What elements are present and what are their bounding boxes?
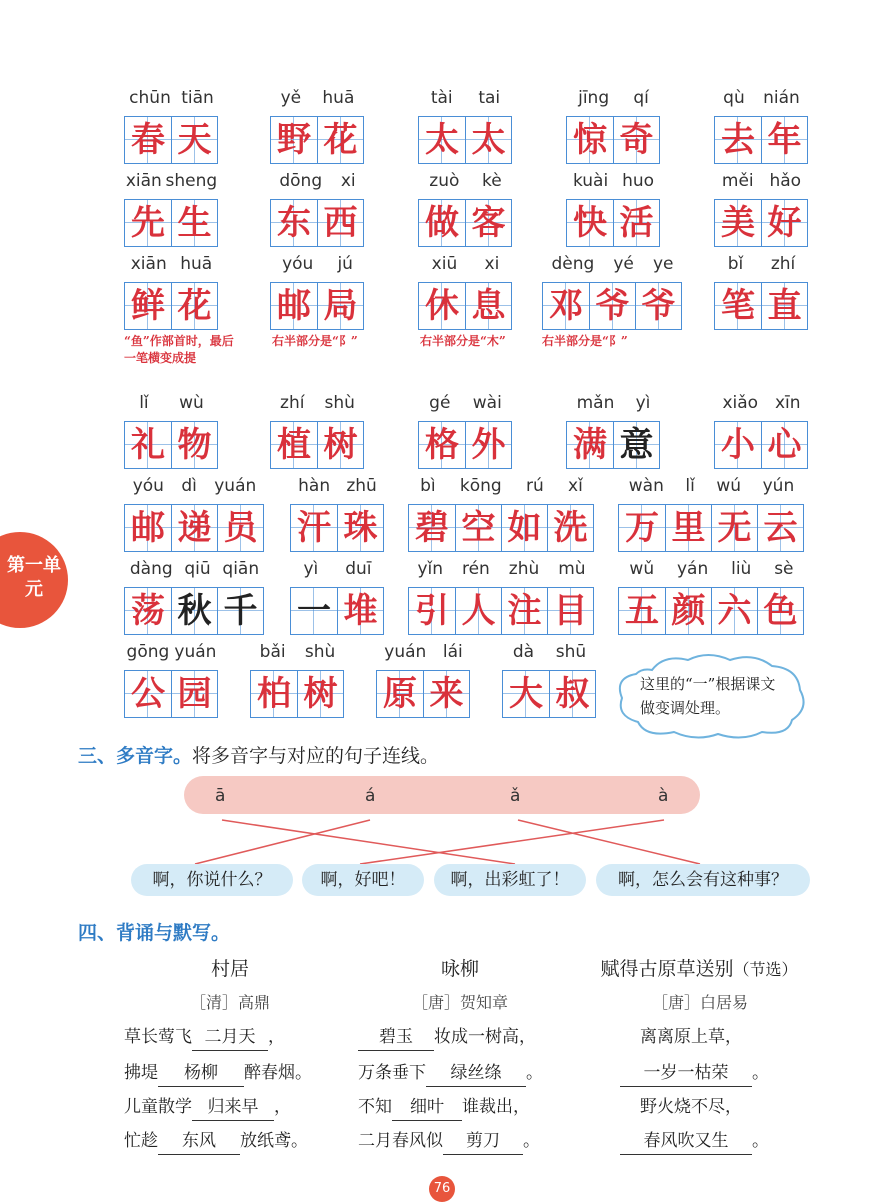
pinyin: qiān [222, 559, 260, 579]
hanzi: 五 [619, 588, 665, 634]
cloud-note: 这里的“一”根据课文做变调处理。 [640, 675, 776, 717]
hanzi: 爷 [589, 283, 635, 329]
poem1-line4: 忙趁 东风 放纸鸢。 [124, 1128, 308, 1154]
hanzi: 客 [465, 200, 511, 246]
hanzi: 西 [317, 200, 363, 246]
pinyin: zhí [280, 393, 305, 413]
hanzi: 六 [711, 588, 757, 634]
hanzi: 野 [271, 117, 317, 163]
pinyin: yì [635, 393, 651, 413]
hanzi: 去 [715, 117, 761, 163]
pinyin: zuò [429, 171, 460, 191]
pinyin: tài [430, 88, 453, 108]
pinyin: kuài [572, 171, 609, 191]
pinyin: jīng [578, 88, 610, 108]
hanzi: 天 [171, 117, 217, 163]
pinyin: mù [558, 559, 586, 579]
note-you: 右半部分是“阝” [272, 334, 358, 348]
section3-number: 三、多音字。 [78, 745, 193, 767]
pinyin: qù [723, 88, 745, 108]
hanzi: 外 [465, 422, 511, 468]
pinyin: xǐ [568, 476, 583, 496]
hanzi: 碧 [409, 505, 455, 551]
hanzi: 休 [419, 283, 465, 329]
poem1-blank3[interactable]: 归来早 [192, 1094, 274, 1121]
pinyin: yóu [282, 254, 314, 274]
pinyin: zhí [770, 254, 796, 274]
match-line-2 [195, 820, 370, 864]
hanzi: 引 [409, 588, 455, 634]
hanzi: 笔 [715, 283, 761, 329]
page-number: 76 [429, 1176, 455, 1202]
pinyin: dì [181, 476, 197, 496]
tone-2: á [365, 786, 376, 806]
pinyin: duī [345, 559, 372, 579]
poem1-blank4[interactable]: 东风 [158, 1128, 240, 1155]
hanzi: 花 [171, 283, 217, 329]
hanzi: 春 [125, 117, 171, 163]
hanzi: 爷 [635, 283, 681, 329]
pinyin: yuán [214, 476, 257, 496]
hanzi: 息 [465, 283, 511, 329]
unit-tab-label: 第一单元 [7, 555, 61, 600]
pinyin: qí [633, 88, 649, 108]
pinyin: dōng [279, 171, 323, 191]
hanzi: 邮 [125, 505, 171, 551]
pinyin: shù [304, 642, 336, 662]
tone-1: ā [215, 786, 226, 806]
poem1-title: 村居 [210, 958, 249, 980]
pinyin: dàng [129, 559, 173, 579]
pinyin: bǐ [727, 254, 744, 274]
pinyin: sheng [165, 171, 218, 191]
pinyin: sè [774, 559, 794, 579]
hanzi: 人 [455, 588, 501, 634]
pinyin: dèng [551, 254, 595, 274]
hanzi: 云 [757, 505, 803, 551]
hanzi: 里 [665, 505, 711, 551]
hanzi: 年 [761, 117, 807, 163]
hanzi: 心 [761, 422, 807, 468]
pinyin: yì [303, 559, 319, 579]
pinyin: lǐ [685, 476, 695, 496]
hanzi: 意 [613, 422, 659, 468]
poem3-title: 赋得古原草送别（节选） [600, 958, 798, 980]
poem3-line2: 一岁一枯荣 。 [620, 1060, 769, 1086]
pinyin: jú [337, 254, 353, 274]
hanzi: 堆 [337, 588, 383, 634]
pinyin: yuán [174, 642, 217, 662]
match-line-3 [518, 820, 700, 864]
hanzi: 奇 [613, 117, 659, 163]
poem1-blank1[interactable]: 二月天 [192, 1024, 268, 1051]
hanzi: 员 [217, 505, 263, 551]
hanzi: 满 [567, 422, 613, 468]
poem1-author: ［清］高鼎 [189, 993, 270, 1012]
section4-title: 四、背诵与默写。 [78, 922, 231, 944]
hanzi: 太 [419, 117, 465, 163]
hanzi: 一 [291, 588, 337, 634]
pinyin: yě [280, 88, 302, 108]
hanzi: 色 [757, 588, 803, 634]
hanzi: 园 [171, 671, 217, 717]
pinyin: bì [420, 476, 436, 496]
pinyin: gé [429, 393, 451, 413]
poem3-blank2[interactable]: 春风吹又生 [620, 1128, 752, 1155]
pinyin: hǎo [769, 171, 802, 191]
poem2-blank3[interactable]: 细叶 [392, 1094, 462, 1121]
sentence-1[interactable]: 啊，你说什么？ [131, 864, 293, 896]
pinyin: rú [525, 476, 544, 496]
tone-3: ǎ [510, 786, 521, 806]
pinyin: nián [763, 88, 800, 108]
hanzi: 公 [125, 671, 171, 717]
poem1-line2: 拂堤 杨柳 醉春烟。 [124, 1060, 312, 1086]
pinyin: shū [555, 642, 587, 662]
note-xiu: 右半部分是“木” [420, 334, 506, 348]
hanzi: 做 [419, 200, 465, 246]
hanzi: 来 [423, 671, 469, 717]
hanzi: 东 [271, 200, 317, 246]
pinyin: huā [322, 88, 355, 108]
pinyin: gōng [126, 642, 170, 662]
sentence-4[interactable]: 啊，怎么会有这种事？ [596, 864, 810, 896]
hanzi: 邮 [271, 283, 317, 329]
pinyin: xiān [130, 254, 167, 274]
hanzi: 千 [217, 588, 263, 634]
hanzi: 太 [465, 117, 511, 163]
pinyin: zhū [346, 476, 377, 496]
pinyin: tai [478, 88, 501, 108]
pinyin: tiān [181, 88, 214, 108]
hanzi: 秋 [171, 588, 217, 634]
tone-4: à [658, 786, 669, 806]
poem2-blank4[interactable]: 剪刀 [443, 1128, 523, 1155]
pinyin: xiǎo [722, 393, 759, 413]
hanzi: 无 [711, 505, 757, 551]
pinyin: wài [472, 393, 502, 413]
poem2-title: 咏柳 [440, 958, 479, 980]
pinyin: rén [461, 559, 490, 579]
pinyin: hàn [298, 476, 331, 496]
pinyin: zhù [508, 559, 540, 579]
hanzi: 植 [271, 422, 317, 468]
pinyin: wú [716, 476, 742, 496]
pinyin: xīn [774, 393, 801, 413]
hanzi: 目 [547, 588, 593, 634]
poem2-line3: 不知 细叶 谁裁出， [358, 1094, 530, 1120]
pinyin: wù [179, 393, 204, 413]
pinyin: huā [180, 254, 213, 274]
match-line-1 [222, 820, 515, 864]
hanzi: 邓 [543, 283, 589, 329]
poem2-line2: 万条垂下 绿丝绦 。 [358, 1060, 543, 1086]
pinyin: lái [442, 642, 463, 662]
hanzi: 直 [761, 283, 807, 329]
hanzi: 原 [377, 671, 423, 717]
poem3-title-suffix: （节选） [733, 960, 798, 979]
pinyin: chūn [129, 88, 171, 108]
note-deng: 右半部分是“阝” [542, 334, 628, 348]
pinyin: qiū [184, 559, 211, 579]
section3-instruction: 将多音字与对应的句子连线。 [192, 745, 440, 767]
hanzi: 汗 [291, 505, 337, 551]
pinyin: mǎn [576, 393, 615, 413]
poem2-author: ［唐］贺知章 [411, 993, 508, 1012]
pinyin: yún [762, 476, 795, 496]
poem3-line3: 野火烧不尽， [640, 1097, 742, 1117]
poem3-line1: 离离原上草， [640, 1027, 742, 1047]
sentence-2[interactable]: 啊，好吧！ [302, 864, 424, 896]
hanzi: 花 [317, 117, 363, 163]
pinyin: bǎi [259, 642, 286, 662]
hanzi: 树 [317, 422, 363, 468]
pinyin: lǐ [139, 393, 149, 413]
pinyin: xiān [125, 171, 162, 191]
pinyin: wǔ [629, 559, 655, 579]
pinyin: liù [731, 559, 752, 579]
poem2-line1: 碧玉 妆成一树高， [358, 1024, 536, 1050]
pinyin: měi [721, 171, 754, 191]
pinyin: xi [340, 171, 356, 191]
pinyin: shù [324, 393, 355, 413]
hanzi: 格 [419, 422, 465, 468]
hanzi: 礼 [125, 422, 171, 468]
hanzi: 大 [503, 671, 549, 717]
hanzi: 洗 [547, 505, 593, 551]
pinyin: yǐn [417, 559, 444, 579]
poem1-blank2[interactable]: 杨柳 [158, 1060, 244, 1087]
hanzi: 如 [501, 505, 547, 551]
note-xian: “鱼”作部首时，最后一笔横变成提 [124, 334, 234, 365]
match-line-4 [360, 820, 664, 864]
pinyin: wàn [628, 476, 664, 496]
poem3-author: ［唐］白居易 [651, 993, 748, 1012]
pinyin: ye [652, 254, 674, 274]
pinyin: yuán [384, 642, 427, 662]
poem2-blank1[interactable]: 碧玉 [358, 1024, 434, 1051]
hanzi: 万 [619, 505, 665, 551]
hanzi: 荡 [125, 588, 171, 634]
hanzi: 颜 [665, 588, 711, 634]
pinyin: kè [482, 171, 502, 191]
hanzi: 惊 [567, 117, 613, 163]
hanzi: 注 [501, 588, 547, 634]
pinyin: huo [622, 171, 655, 191]
hanzi: 小 [715, 422, 761, 468]
hanzi: 柏 [251, 671, 297, 717]
hanzi: 局 [317, 283, 363, 329]
hanzi: 树 [297, 671, 343, 717]
pinyin: xi [484, 254, 500, 274]
hanzi: 好 [761, 200, 807, 246]
poem1-line1: 草长莺飞 二月天 ， [124, 1024, 285, 1050]
hanzi: 活 [613, 200, 659, 246]
hanzi: 珠 [337, 505, 383, 551]
hanzi: 快 [567, 200, 613, 246]
hanzi: 鲜 [125, 283, 171, 329]
hanzi: 递 [171, 505, 217, 551]
pinyin: dà [512, 642, 535, 662]
poem1-line3: 儿童散学 归来早 ， [124, 1094, 291, 1120]
hanzi: 物 [171, 422, 217, 468]
sentence-3[interactable]: 啊，出彩虹了！ [434, 864, 586, 896]
hanzi: 叔 [549, 671, 595, 717]
pinyin: yóu [132, 476, 164, 496]
poem2-blank2[interactable]: 绿丝绦 [426, 1060, 526, 1087]
hanzi: 空 [455, 505, 501, 551]
hanzi: 美 [715, 200, 761, 246]
poem3-line4: 春风吹又生 。 [620, 1128, 769, 1154]
poem2-line4: 二月春风似 剪刀 。 [358, 1128, 540, 1154]
hanzi: 先 [125, 200, 171, 246]
pinyin: kōng [459, 476, 502, 496]
hanzi: 生 [171, 200, 217, 246]
poem3-blank1[interactable]: 一岁一枯荣 [620, 1060, 752, 1087]
pinyin: yán [676, 559, 709, 579]
pinyin: yé [613, 254, 634, 274]
pinyin: xiū [431, 254, 458, 274]
